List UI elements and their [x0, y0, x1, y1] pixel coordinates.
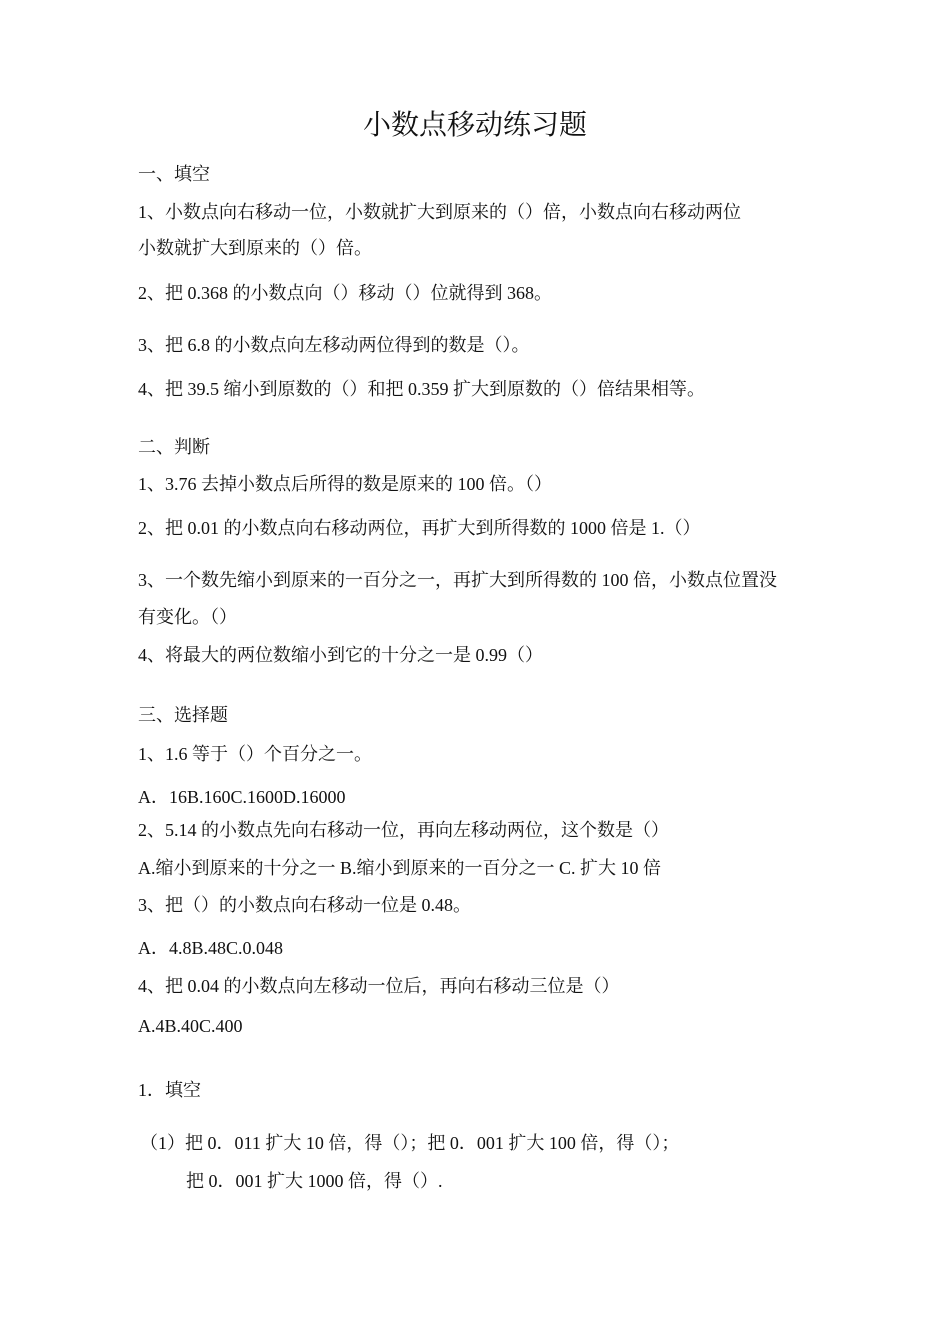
section-heading-fill-blank-2: 1．填空 [138, 1080, 201, 1100]
section-heading-fill-blank: 一、填空 [138, 164, 210, 184]
question-3-1-options: A．16B.160C.1600D.16000 [138, 787, 346, 807]
question-3-4-options: A.4B.40C.400 [138, 1016, 243, 1036]
question-4-1-line-2: 把 0．001 扩大 1000 倍，得（）. [186, 1171, 443, 1191]
question-2-4: 4、将最大的两位数缩小到它的十分之一是 0.99（） [138, 645, 543, 665]
question-2-1: 1、3.76 去掉小数点后所得的数是原来的 100 倍。（） [138, 474, 552, 494]
question-1-2: 2、把 0.368 的小数点向（）移动（）位就得到 368。 [138, 283, 552, 303]
question-2-2: 2、把 0.01 的小数点向右移动两位，再扩大到所得数的 1000 倍是 1.（） [138, 518, 701, 538]
page-title: 小数点移动练习题 [362, 110, 587, 141]
question-3-3: 3、把（）的小数点向右移动一位是 0.48。 [138, 895, 471, 915]
question-1-1-line-1: 1、小数点向右移动一位，小数就扩大到原来的（）倍，小数点向右移动两位 [138, 202, 741, 222]
question-4-1-line-1: （1）把 0．011 扩大 10 倍，得（）；把 0．001 扩大 100 倍，得（）； [140, 1133, 680, 1153]
question-2-3-line-1: 3、一个数先缩小到原来的一百分之一，再扩大到所得数的 100 倍，小数点位置没 [138, 570, 777, 590]
question-3-1: 1、1.6 等于（）个百分之一。 [138, 744, 372, 764]
section-heading-judgement: 二、判断 [138, 437, 210, 457]
question-1-1-line-2: 小数就扩大到原来的（）倍。 [138, 238, 372, 258]
question-1-3: 3、把 6.8 的小数点向左移动两位得到的数是（）。 [138, 335, 530, 355]
question-3-2-options: A.缩小到原来的十分之一 B.缩小到原来的一百分之一 C. 扩大 10 倍 [138, 858, 662, 878]
question-3-3-options: A．4.8B.48C.0.048 [138, 938, 284, 958]
question-1-4: 4、把 39.5 缩小到原数的（）和把 0.359 扩大到原数的（）倍结果相等。 [138, 379, 705, 399]
question-2-3-line-2: 有变化。（） [138, 607, 237, 627]
section-heading-multiple-choice: 三、选择题 [138, 705, 228, 725]
question-3-2: 2、5.14 的小数点先向右移动一位，再向左移动两位，这个数是（） [138, 820, 669, 840]
question-3-4: 4、把 0.04 的小数点向左移动一位后，再向右移动三位是（） [138, 976, 620, 996]
